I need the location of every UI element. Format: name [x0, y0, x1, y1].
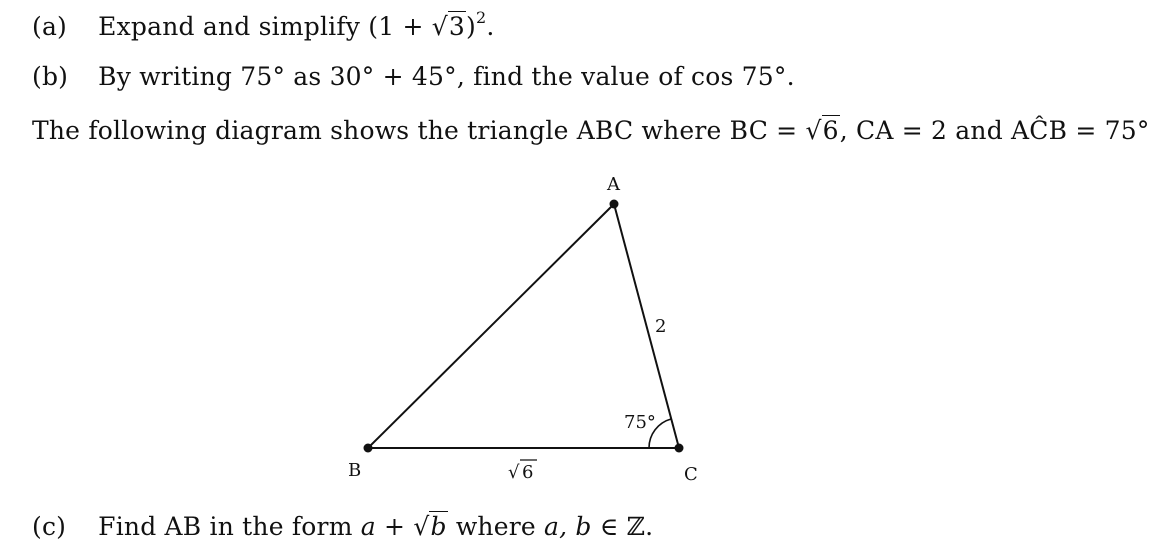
sqrt-3: √3: [431, 12, 466, 41]
exponent: 2: [476, 8, 487, 27]
angle-c-label: 75°: [624, 412, 656, 433]
vertex-c-label: C: [684, 464, 698, 485]
side-bc-sqrt-symbol: √: [508, 462, 520, 483]
question-b-label: (b): [32, 62, 69, 91]
question-c: [0, 512, 653, 541]
question-c-text: Find AB in the form a + √b where a, b ∈ ℤ.: [98, 512, 654, 541]
point-b: [364, 444, 373, 453]
diagram-intro: The following diagram shows the triangle ABC where BC = √6, CA = 2 and AĈB = 75°: [32, 116, 1150, 145]
side-ca-label: 2: [655, 316, 667, 337]
question-a-label: (a): [32, 12, 68, 41]
point-a: [610, 200, 619, 209]
sqrt-6: √6: [805, 116, 839, 145]
side-bc-label: [508, 460, 537, 483]
question-c-label: (c): [32, 512, 67, 541]
vertex-a-label: A: [607, 174, 620, 195]
point-c: [675, 444, 684, 453]
question-a-text: Expand and simplify $(1 + √3)^2$.: [98, 8, 495, 41]
side-ab: [368, 204, 614, 448]
question-b-text: By writing 75° as 30° + 45°, find the value of cos 75°.: [98, 62, 795, 91]
side-bc-radicand: 6: [522, 462, 534, 483]
question-a-text-start: Expand and simplify (1 +: [98, 12, 432, 41]
sqrt-b: √b: [413, 512, 447, 541]
vertex-b-label: B: [348, 460, 362, 481]
